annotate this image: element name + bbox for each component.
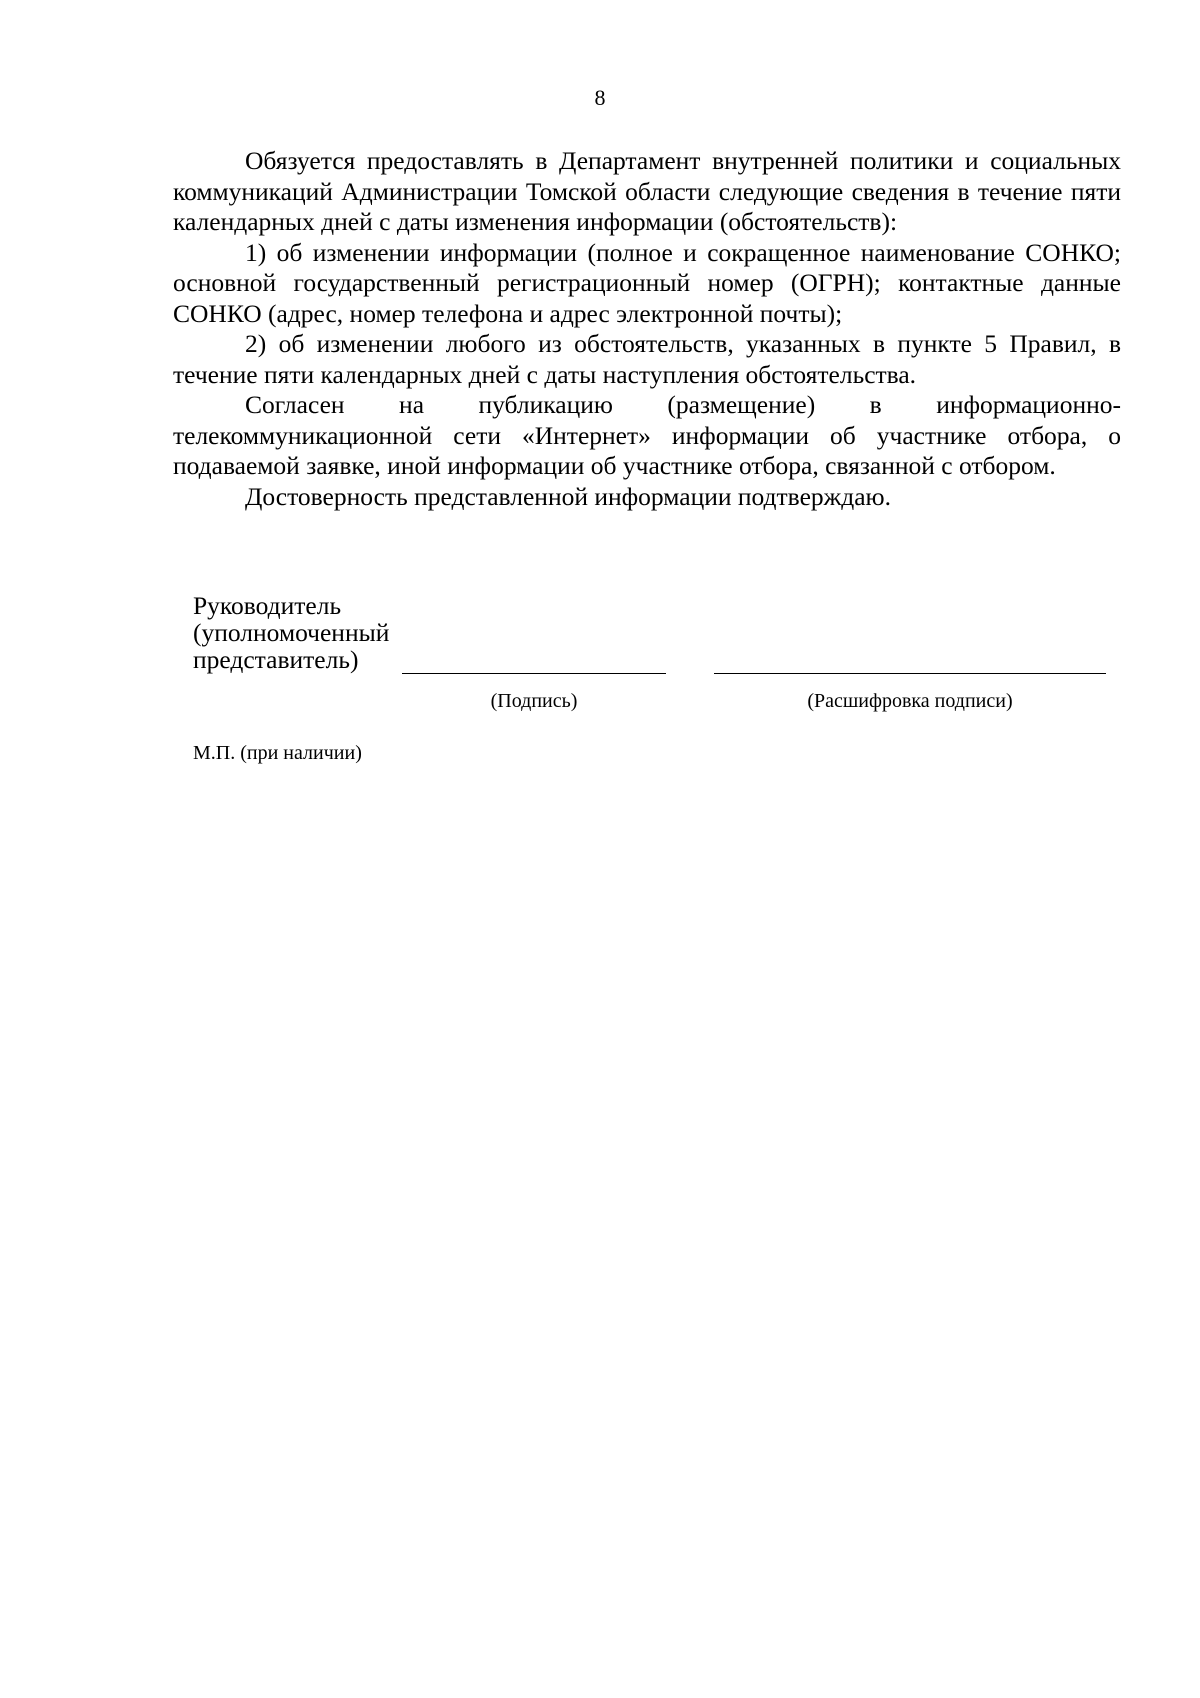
signatory-role-line-3: представитель) — [193, 645, 359, 674]
signature-line — [402, 673, 666, 674]
paragraph-obligation: Обязуется предоставлять в Департамент внутренней политики и социальных коммуникаций Администрации Томской области следующие сведения в течение пяти календарных дней с даты изменения информации (обстоятельств): — [173, 146, 1121, 236]
paragraph-confirmation: Достоверность представленной информации подтверждаю. — [245, 481, 891, 511]
document-body — [173, 146, 1121, 512]
signatory-role-line-1: Руководитель — [193, 591, 342, 620]
stamp-note: М.П. (при наличии) — [193, 742, 362, 764]
signature-decode-caption: (Расшифровка подписи) — [807, 690, 1013, 712]
paragraph-consent: Согласен на публикацию (размещение) в информационно-телекоммуникационной сети «Интернет» информации об участнике отбора, о подаваемой заявке, иной информации об участнике отбора, связанной с отбором. — [173, 390, 1121, 480]
signatory-role-line-2: (уполномоченный — [193, 618, 390, 647]
page-number: 8 — [594, 85, 606, 110]
signature-caption: (Подпись) — [490, 690, 578, 712]
signature-decode-line — [714, 673, 1106, 674]
signatory-role — [193, 592, 389, 673]
paragraph-item-2: 2) об изменении любого из обстоятельств, указанных в пункте 5 Правил, в течение пяти календарных дней с даты наступления обстоятельства. — [173, 329, 1121, 389]
paragraph-item-1: 1) об изменении информации (полное и сокращенное наименование СОНКО; основной государственный регистрационный номер (ОГРН); контактные данные СОНКО (адрес, номер телефона и адрес электронной почты); — [173, 237, 1121, 328]
